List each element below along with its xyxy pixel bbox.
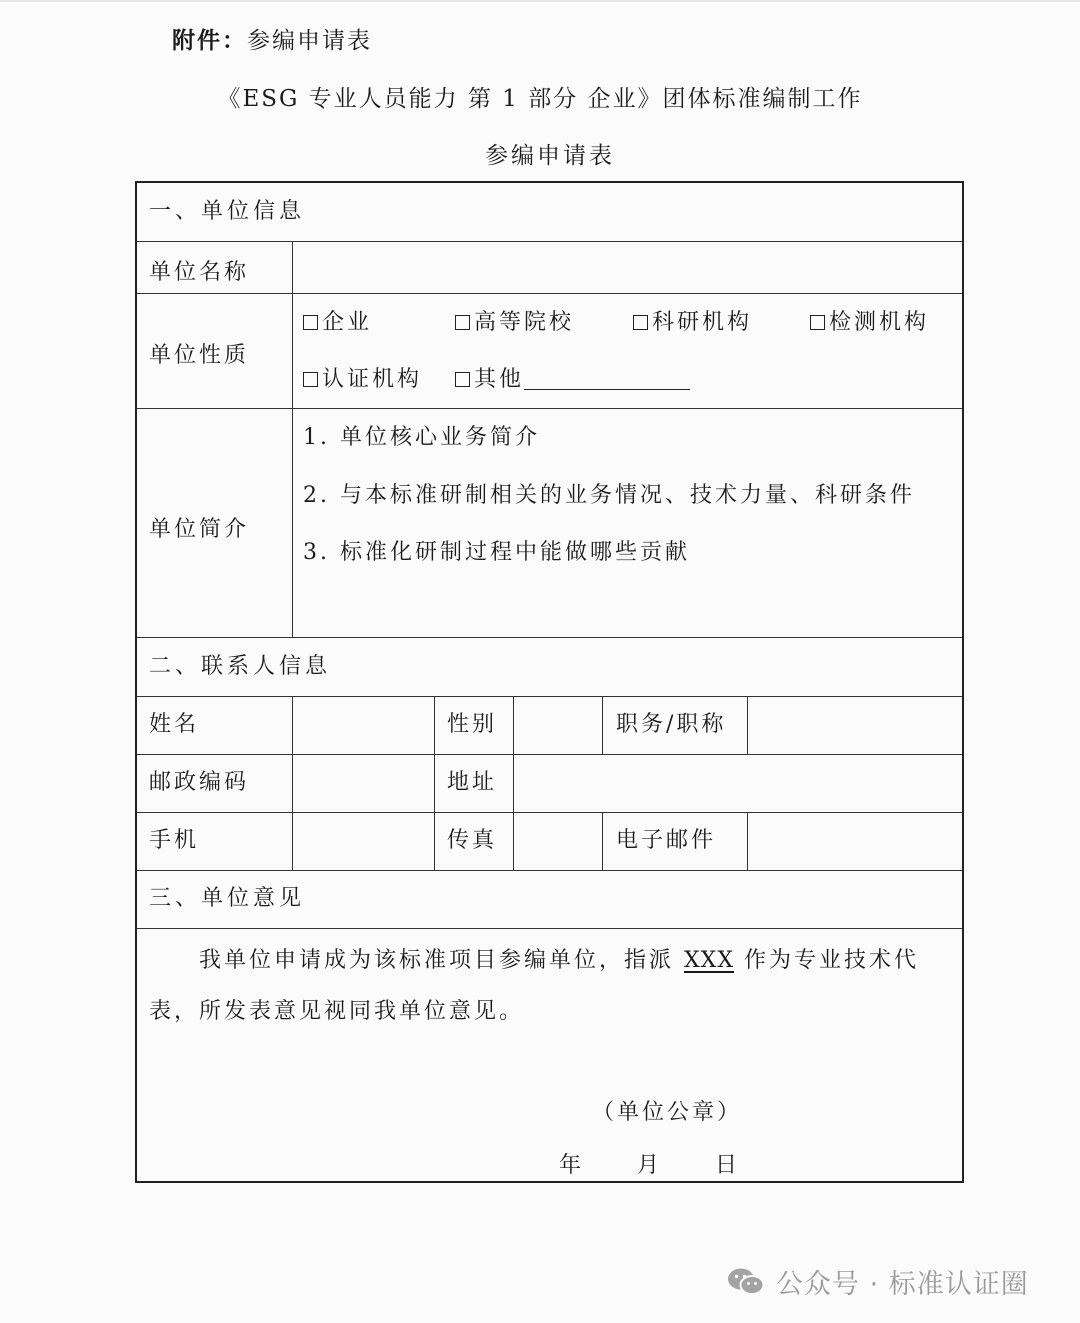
opinion-statement-line1: 我单位申请成为该标准项目参编单位，指派 XXX 作为专业技术代 <box>199 948 919 973</box>
gender-label: 性别 <box>447 712 498 737</box>
date-year-label: 年 <box>559 1153 585 1178</box>
col-divider <box>602 696 603 754</box>
unit-seal-label: （单位公章） <box>592 1100 743 1125</box>
col-divider <box>513 696 514 870</box>
page-edge <box>0 0 1080 2</box>
attachment-text: 参编申请表 <box>247 28 372 54</box>
email-label: 电子邮件 <box>616 828 717 853</box>
opinion-statement-line2: 表，所发表意见视同我单位意见。 <box>149 999 525 1024</box>
option-testing-institute[interactable]: 检测机构 <box>810 312 929 334</box>
row-divider <box>137 928 962 929</box>
option-certification-body[interactable]: 认证机构 <box>303 369 422 391</box>
row-divider <box>137 754 962 755</box>
checkbox-icon[interactable] <box>303 315 318 330</box>
intro-item-1: 1. 单位核心业务简介 <box>303 425 540 450</box>
col-divider <box>747 812 748 870</box>
col-divider <box>292 696 293 870</box>
mobile-label: 手机 <box>149 828 200 853</box>
row-divider <box>137 241 962 242</box>
section-heading-unit-info: 一、单位信息 <box>149 199 306 224</box>
row-divider <box>137 408 962 409</box>
document-subtitle: 参编申请表 <box>485 143 615 169</box>
row-divider <box>137 870 962 871</box>
col-divider <box>747 696 748 754</box>
option-enterprise[interactable]: 企业 <box>303 312 372 334</box>
option-university[interactable]: 高等院校 <box>455 312 574 334</box>
section-heading-contact-info: 二、联系人信息 <box>149 654 332 679</box>
checkbox-icon[interactable] <box>455 372 470 387</box>
row-divider <box>137 696 962 697</box>
unit-intro-label: 单位简介 <box>149 517 250 542</box>
row-divider <box>137 812 962 813</box>
row-divider <box>137 293 962 294</box>
postcode-label: 邮政编码 <box>149 770 250 795</box>
option-research-institute[interactable]: 科研机构 <box>633 312 752 334</box>
fax-label: 传真 <box>447 828 498 853</box>
intro-item-2: 2. 与本标准研制相关的业务情况、技术力量、科研条件 <box>303 483 915 508</box>
section-heading-unit-opinion: 三、单位意见 <box>149 886 306 911</box>
wechat-icon <box>726 1266 766 1298</box>
checkbox-icon[interactable] <box>303 372 318 387</box>
unit-name-label: 单位名称 <box>149 260 250 285</box>
document-title: 《ESG 专业人员能力 第 1 部分 企业》团体标准编制工作 <box>217 86 863 112</box>
watermark <box>726 1262 1029 1301</box>
checkbox-icon[interactable] <box>810 315 825 330</box>
watermark-text: 公众号 · 标准认证圈 <box>776 1269 1029 1300</box>
col-divider <box>292 241 293 637</box>
col-divider <box>602 812 603 870</box>
checkbox-icon[interactable] <box>455 315 470 330</box>
checkbox-icon[interactable] <box>633 315 648 330</box>
address-label: 地址 <box>447 770 498 795</box>
representative-name: XXX <box>684 948 734 973</box>
row-divider <box>137 637 962 638</box>
option-other[interactable]: 其他 <box>455 369 690 391</box>
job-title-label: 职务/职称 <box>616 712 727 737</box>
col-divider <box>434 696 435 870</box>
application-form <box>135 181 964 1183</box>
other-blank-line[interactable] <box>524 371 690 390</box>
date-day-label: 日 <box>715 1153 741 1178</box>
date-month-label: 月 <box>637 1153 663 1178</box>
attachment-label: 附件：参编申请表 <box>172 28 372 54</box>
unit-nature-label: 单位性质 <box>149 343 250 368</box>
intro-item-3: 3. 标准化研制过程中能做哪些贡献 <box>303 540 690 565</box>
contact-name-label: 姓名 <box>149 712 200 737</box>
